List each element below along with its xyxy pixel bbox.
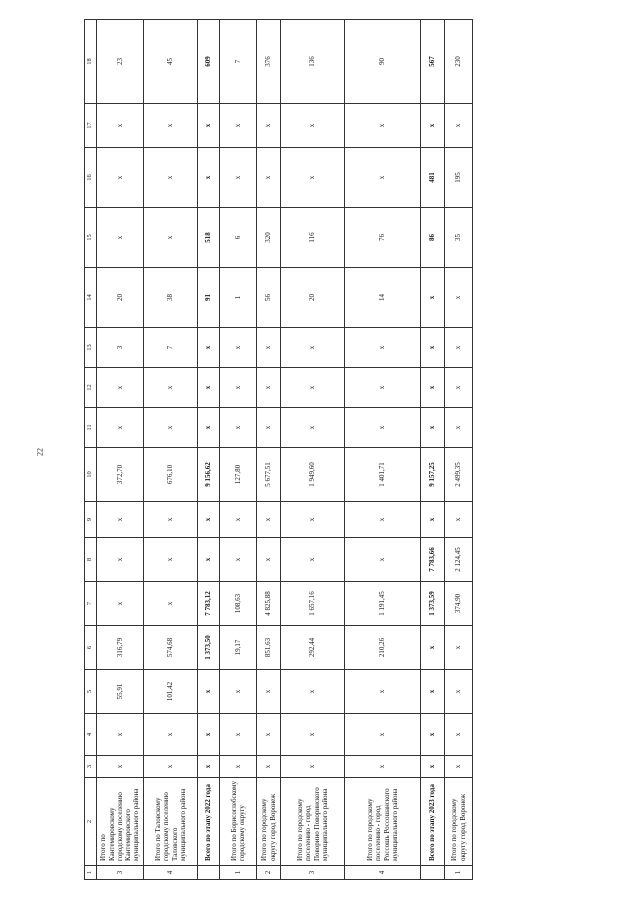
value-cell: х — [198, 368, 220, 408]
header-cell: 6 — [85, 626, 97, 670]
value-cell: х — [345, 502, 421, 538]
value-cell: х — [220, 368, 257, 408]
row-number-cell: 4 — [144, 866, 198, 880]
value-cell: х — [220, 148, 257, 208]
value-cell: х — [281, 502, 345, 538]
row-name-cell: Итого по Борисоглебскому городскому округу — [220, 778, 257, 866]
value-cell: х — [257, 408, 281, 448]
value-cell: х — [220, 104, 257, 148]
value-cell: 9 156,62 — [198, 448, 220, 502]
value-cell: 2 124,45 — [445, 538, 473, 582]
value-cell: х — [345, 408, 421, 448]
value-cell: х — [198, 756, 220, 778]
value-cell: х — [445, 502, 473, 538]
value-cell: х — [144, 582, 198, 626]
value-cell: 851,63 — [257, 626, 281, 670]
value-cell: х — [144, 502, 198, 538]
row-number-cell: 1 — [445, 866, 473, 880]
value-cell: х — [345, 148, 421, 208]
value-cell: 9 157,25 — [421, 448, 445, 502]
value-cell: х — [97, 756, 144, 778]
value-cell: х — [421, 104, 445, 148]
header-cell: 8 — [85, 538, 97, 582]
value-cell: х — [97, 538, 144, 582]
row-name-cell: Итого по городскому поселению - город Поворино Поворинского муниципального района — [281, 778, 345, 866]
header-cell: 11 — [85, 408, 97, 448]
row-name-cell: Итого по городскому округу город Воронеж — [445, 778, 473, 866]
value-cell: 1 373,59 — [421, 582, 445, 626]
table-row — [97, 20, 144, 880]
value-cell: х — [421, 268, 445, 328]
value-cell: х — [144, 756, 198, 778]
header-cell: 16 — [85, 148, 97, 208]
value-cell: 7 — [144, 328, 198, 368]
row-number-cell: 3 — [97, 866, 144, 880]
value-cell: 127,80 — [220, 448, 257, 502]
value-cell: 20 — [97, 268, 144, 328]
value-cell: х — [257, 148, 281, 208]
value-cell: х — [144, 714, 198, 756]
value-cell: х — [97, 208, 144, 268]
value-cell: х — [445, 408, 473, 448]
value-cell: х — [97, 368, 144, 408]
value-cell: х — [281, 104, 345, 148]
row-name-cell: Итого по городскому поселению - город Россошь Россошанского муниципального района — [345, 778, 421, 866]
value-cell: х — [257, 502, 281, 538]
value-cell: х — [97, 408, 144, 448]
value-cell: х — [144, 368, 198, 408]
value-cell: 19,17 — [220, 626, 257, 670]
value-cell: х — [97, 104, 144, 148]
value-cell: х — [345, 328, 421, 368]
value-cell: х — [198, 502, 220, 538]
value-cell: х — [445, 714, 473, 756]
value-cell: 374,90 — [445, 582, 473, 626]
value-cell: 90 — [345, 20, 421, 104]
value-cell: 35 — [445, 208, 473, 268]
row-number-cell: 4 — [345, 866, 421, 880]
value-cell: 320 — [257, 208, 281, 268]
value-cell: 1 373,50 — [198, 626, 220, 670]
value-cell: х — [257, 328, 281, 368]
value-cell: х — [421, 408, 445, 448]
value-cell: 2 499,35 — [445, 448, 473, 502]
value-cell: х — [281, 408, 345, 448]
value-cell: 1 191,45 — [345, 582, 421, 626]
value-cell: х — [345, 670, 421, 714]
value-cell: х — [220, 328, 257, 368]
value-cell: 116 — [281, 208, 345, 268]
value-cell: х — [257, 756, 281, 778]
value-cell: х — [421, 368, 445, 408]
value-cell: х — [220, 756, 257, 778]
header-cell: 13 — [85, 328, 97, 368]
value-cell: х — [97, 148, 144, 208]
value-cell: х — [445, 268, 473, 328]
row-name-cell: Итого по Таловскому городскому поселению Таловского муниципального района — [144, 778, 198, 866]
row-name-cell: Итого по городскому округу город Воронеж — [257, 778, 281, 866]
value-cell: х — [198, 670, 220, 714]
value-cell: х — [257, 538, 281, 582]
value-cell: х — [220, 714, 257, 756]
table-body — [85, 20, 473, 880]
header-cell: 15 — [85, 208, 97, 268]
value-cell: х — [220, 408, 257, 448]
value-cell: х — [345, 368, 421, 408]
value-cell: 5 677,51 — [257, 448, 281, 502]
value-cell: 6 — [220, 208, 257, 268]
value-cell: 676,10 — [144, 448, 198, 502]
value-cell: х — [445, 328, 473, 368]
row-name-cell: Итого по Кантемировскому городскому поселению Кантемировского муниципального района — [97, 778, 144, 866]
row-name-cell: Всего по этапу 2022 года — [198, 778, 220, 866]
value-cell: х — [198, 104, 220, 148]
value-cell: х — [281, 756, 345, 778]
row-name-cell: Всего по этапу 2023 года — [421, 778, 445, 866]
row-number-cell: 1 — [220, 866, 257, 880]
header-cell: 10 — [85, 448, 97, 502]
value-cell: 567 — [421, 20, 445, 104]
value-cell: 3 — [97, 328, 144, 368]
value-cell: 20 — [281, 268, 345, 328]
value-cell: х — [281, 368, 345, 408]
value-cell: 316,79 — [97, 626, 144, 670]
value-cell: х — [421, 502, 445, 538]
header-cell: 14 — [85, 268, 97, 328]
value-cell: 518 — [198, 208, 220, 268]
value-cell: 292,44 — [281, 626, 345, 670]
row-number-cell — [421, 866, 445, 880]
header-cell: 2 — [85, 778, 97, 866]
value-cell: х — [421, 626, 445, 670]
value-cell: 210,26 — [345, 626, 421, 670]
header-cell: 5 — [85, 670, 97, 714]
value-cell: 195 — [445, 148, 473, 208]
value-cell: х — [345, 104, 421, 148]
value-cell: х — [144, 408, 198, 448]
value-cell: х — [97, 502, 144, 538]
value-cell: х — [198, 714, 220, 756]
table-row — [220, 20, 257, 880]
value-cell: х — [445, 104, 473, 148]
value-cell: 7 783,12 — [198, 582, 220, 626]
table-row — [345, 20, 421, 880]
value-cell: 23 — [97, 20, 144, 104]
value-cell: х — [220, 670, 257, 714]
table-row — [445, 20, 473, 880]
table-row — [281, 20, 345, 880]
value-cell: х — [257, 368, 281, 408]
data-table — [84, 19, 473, 880]
header-cell: 18 — [85, 20, 97, 104]
value-cell: х — [220, 502, 257, 538]
value-cell: 372,70 — [97, 448, 144, 502]
value-cell: 86 — [421, 208, 445, 268]
value-cell: 4 825,88 — [257, 582, 281, 626]
value-cell: х — [144, 148, 198, 208]
value-cell: х — [281, 714, 345, 756]
value-cell: 1 401,71 — [345, 448, 421, 502]
value-cell: х — [144, 538, 198, 582]
value-cell: 481 — [421, 148, 445, 208]
value-cell: х — [345, 538, 421, 582]
value-cell: 7 — [220, 20, 257, 104]
value-cell: 1 949,60 — [281, 448, 345, 502]
value-cell: х — [421, 714, 445, 756]
header-cell: 1 — [85, 866, 97, 880]
value-cell: 230 — [445, 20, 473, 104]
value-cell: х — [144, 208, 198, 268]
value-cell: 14 — [345, 268, 421, 328]
value-cell: х — [198, 148, 220, 208]
rotated-page-content — [84, 20, 530, 880]
value-cell: х — [445, 626, 473, 670]
table-row — [257, 20, 281, 880]
value-cell: 1 657,16 — [281, 582, 345, 626]
value-cell: х — [198, 538, 220, 582]
value-cell: 45 — [144, 20, 198, 104]
value-cell: 7 783,66 — [421, 538, 445, 582]
value-cell: х — [220, 538, 257, 582]
header-cell: 4 — [85, 714, 97, 756]
value-cell: х — [198, 328, 220, 368]
value-cell: 56 — [257, 268, 281, 328]
value-cell: х — [281, 148, 345, 208]
value-cell: х — [257, 104, 281, 148]
row-number-cell: 2 — [257, 866, 281, 880]
value-cell: 55,91 — [97, 670, 144, 714]
value-cell: х — [281, 670, 345, 714]
header-row — [85, 20, 97, 880]
value-cell: х — [97, 714, 144, 756]
row-number-cell — [198, 866, 220, 880]
page-number: 22 — [35, 448, 45, 456]
value-cell: х — [445, 368, 473, 408]
value-cell: 38 — [144, 268, 198, 328]
value-cell: х — [345, 714, 421, 756]
value-cell: 108,63 — [220, 582, 257, 626]
value-cell: х — [198, 408, 220, 448]
row-number-cell: 3 — [281, 866, 345, 880]
value-cell: х — [257, 670, 281, 714]
header-cell: 3 — [85, 756, 97, 778]
header-cell: 7 — [85, 582, 97, 626]
value-cell: х — [445, 756, 473, 778]
value-cell: 376 — [257, 20, 281, 104]
value-cell: 574,68 — [144, 626, 198, 670]
value-cell: 609 — [198, 20, 220, 104]
value-cell: х — [97, 582, 144, 626]
table-row — [144, 20, 198, 880]
value-cell: х — [421, 756, 445, 778]
value-cell: х — [281, 538, 345, 582]
total-row — [421, 20, 445, 880]
value-cell: х — [421, 328, 445, 368]
value-cell: х — [421, 670, 445, 714]
value-cell: 91 — [198, 268, 220, 328]
value-cell: 76 — [345, 208, 421, 268]
value-cell: 136 — [281, 20, 345, 104]
header-cell: 12 — [85, 368, 97, 408]
value-cell: х — [345, 756, 421, 778]
value-cell: 101,42 — [144, 670, 198, 714]
value-cell: х — [445, 670, 473, 714]
total-row — [198, 20, 220, 880]
header-cell: 17 — [85, 104, 97, 148]
value-cell: х — [144, 104, 198, 148]
value-cell: 1 — [220, 268, 257, 328]
value-cell: х — [257, 714, 281, 756]
header-cell: 9 — [85, 502, 97, 538]
value-cell: х — [281, 328, 345, 368]
